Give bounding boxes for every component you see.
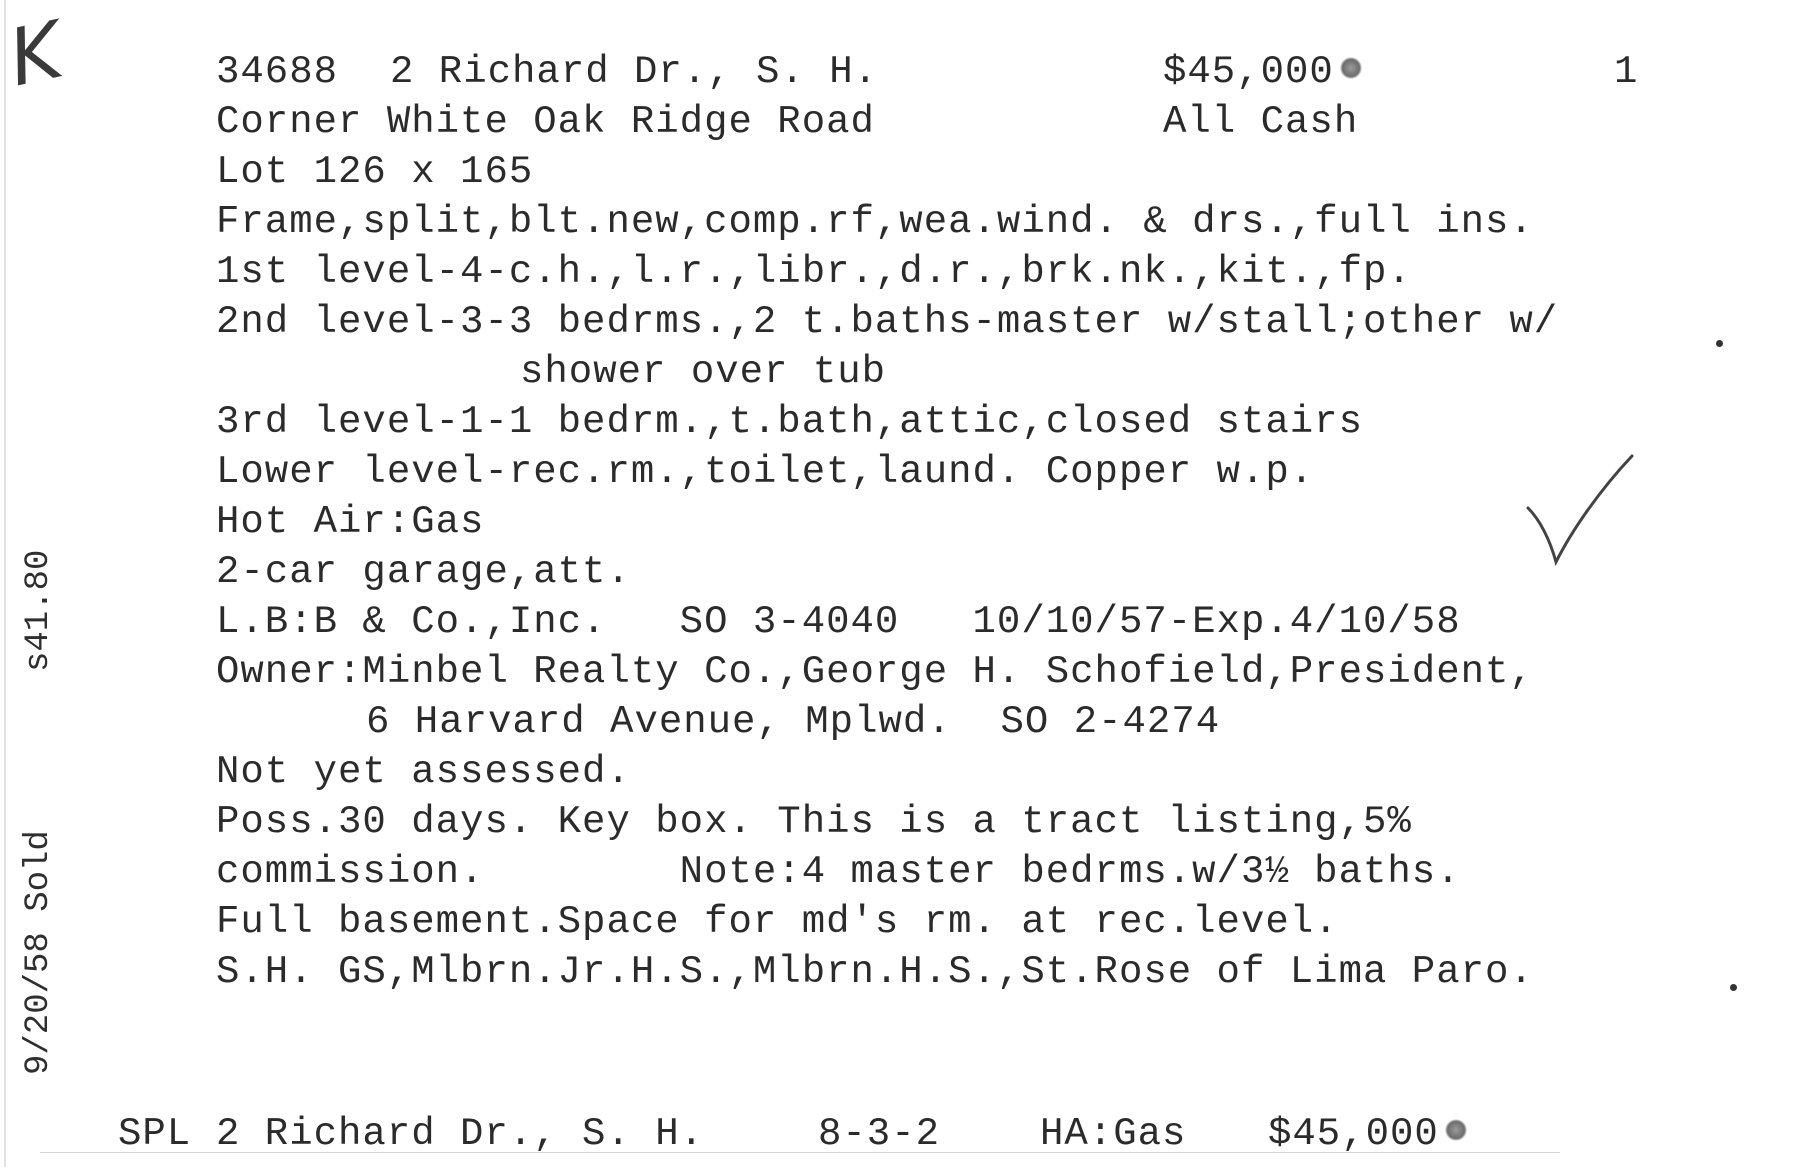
cross-street: Corner White Oak Ridge Road: [216, 100, 875, 144]
detail-line: Not yet assessed.: [216, 750, 631, 794]
detail-line: 1st level-4-c.h.,l.r.,libr.,d.r.,brk.nk.,kit.,fp.: [216, 250, 1412, 294]
stray-dot: [1716, 340, 1723, 347]
detail-line: Poss.30 days. Key box. This is a tract listing,5%: [216, 800, 1412, 844]
handwritten-initials: K: [1, 5, 70, 105]
detail-line: 2-car garage,att.: [216, 550, 631, 594]
detail-line: shower over tub: [520, 350, 887, 394]
detail-line: 6 Harvard Avenue, Mplwd. SO 2-4274: [366, 700, 1221, 744]
detail-line: L.B:B & Co.,Inc. SO 3-4040 10/10/57-Exp.4/10/58: [216, 600, 1461, 644]
listing-number: 34688: [216, 50, 339, 94]
detail-line: Lower level-rec.rm.,toilet,laund. Copper w.p.: [216, 450, 1315, 494]
detail-line: Full basement.Space for md's rm. at rec.level.: [216, 900, 1339, 944]
listing-price: [1163, 48, 1362, 96]
side-note-sold: 9/20/58 Sold: [20, 830, 58, 1075]
payment-terms: All Cash: [1163, 100, 1359, 144]
detail-line: commission. Note:4 master bedrms.w/3½ baths.: [216, 850, 1461, 894]
detail-line: 3rd level-1-1 bedrm.,t.bath,attic,closed stairs: [216, 400, 1363, 444]
ink-blot-icon: [1445, 1119, 1467, 1141]
card-left-edge: [4, 0, 6, 1167]
footer-address: 2 Richard Dr., S. H.: [216, 1112, 705, 1156]
side-note-price: s41.80: [20, 549, 58, 672]
detail-line: S.H. GS,Mlbrn.Jr.H.S.,Mlbrn.H.S.,St.Rose of Lima Paro.: [216, 950, 1534, 994]
detail-line: Lot 126 x 165: [216, 150, 534, 194]
footer-price-text: $45,000: [1268, 1112, 1439, 1156]
detail-line: Hot Air:Gas: [216, 500, 485, 544]
card-number: 1: [1614, 50, 1639, 94]
stray-dot: [1730, 984, 1737, 991]
ink-blot-icon: [1340, 57, 1362, 79]
listing-address: 2 Richard Dr., S. H.: [390, 50, 879, 94]
detail-line: Frame,split,blt.new,comp.rf,wea.wind. & drs.,full ins.: [216, 200, 1534, 244]
footer-code: SPL: [118, 1112, 192, 1156]
checkmark-icon: [1520, 450, 1640, 570]
price-text: $45,000: [1163, 50, 1334, 94]
footer-price: [1268, 1110, 1467, 1158]
detail-line: Owner:Minbel Realty Co.,George H. Schofield,President,: [216, 650, 1534, 694]
footer-heat: HA:Gas: [1040, 1112, 1187, 1156]
detail-line: 2nd level-3-3 bedrms.,2 t.baths-master w/stall;other w/: [216, 300, 1559, 344]
footer-rooms: 8-3-2: [818, 1112, 941, 1156]
